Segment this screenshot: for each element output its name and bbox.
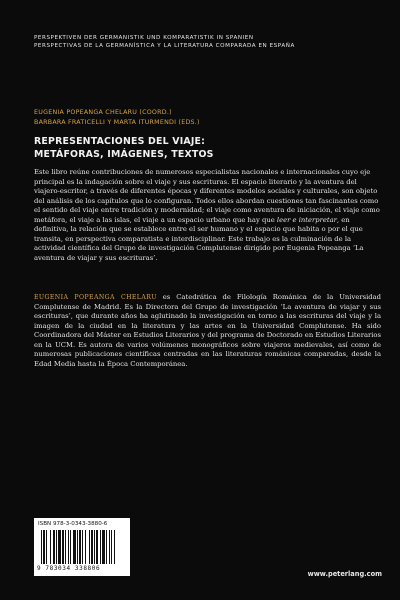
author-bio-text: es Catedrática de Filología Románica de la Universidad Complutense de Madrid. Es la Directora del Grupo de investigación ‘La aventura de viajar y sus escrituras’, que durante años ha aglutinado la investigación en torno a las escrituras del viaje y la imagen de la ciudad en la literatura y las artes en la Universidad Complutense. Ha sido Coordinadora del Máster en Estudios Literarios y del programa de Doctorado en Estudios Literarios en la UCM. Es autora de varios volúmenes monográficos sobre viajeros medievales, así como de numerosas publicaciones científicas centradas en las literaturas románicas comparadas, desde la Edad Media hasta la Época Contemporánea. <box>34 293 382 368</box>
barcode-bar <box>58 530 61 564</box>
barcode-bar <box>96 530 98 564</box>
isbn-barcode-block <box>34 518 130 576</box>
editors-line: BARBARA FRATICELLI Y MARTA ITURMENDI (EDS.) <box>34 118 200 126</box>
barcode-bar <box>94 530 95 564</box>
barcode-bar <box>82 530 83 564</box>
book-description <box>34 168 381 263</box>
series-title <box>34 34 379 51</box>
series-title-german: PERSPEKTIVEN DER GERMANISTIK UND KOMPARATISTIK IN SPANIEN <box>34 35 254 41</box>
barcode-bar <box>46 530 47 564</box>
barcode-bar <box>85 530 86 564</box>
barcode-bar <box>79 530 81 564</box>
barcode-bar <box>43 530 45 564</box>
barcode-bar <box>100 530 101 564</box>
barcode-bar <box>62 530 64 564</box>
description-text-2: , en definitiva, la relación que se establece entre el ser humano y el espacio que habita o por el que transita, en perspectiva comparatista e interdisciplinar. Este trabajo es la culminación de la actividad científica del Grupo de investigación Complutense dirigido por Eugenia Popeanga ‘La aventura de viajar y sus escrituras’. <box>34 215 364 262</box>
barcode-digits: 9 783034 338806 <box>37 565 101 572</box>
barcode-bar <box>70 530 71 564</box>
isbn-label: ISBN 978-3-0343-3880-6 <box>38 521 108 527</box>
barcode <box>41 530 125 564</box>
publisher-website: www.peterlang.com <box>307 570 382 578</box>
coordinator-line: EUGENIA POPEANGA CHELARU (COORD.) <box>34 109 172 116</box>
series-title-spanish: PERSPECTIVAS DE LA GERMANÍSTICA Y LA LITERATURA COMPARADA EN ESPAÑA <box>34 43 295 50</box>
barcode-bar <box>106 530 107 564</box>
barcode-bar <box>65 530 66 564</box>
barcode-bar <box>109 530 110 564</box>
barcode-bar <box>102 530 105 564</box>
description-italic: leer e interpretar <box>276 215 337 224</box>
barcode-bar <box>41 530 42 564</box>
barcode-bar <box>77 530 78 564</box>
barcode-bar <box>114 530 115 564</box>
barcode-bar <box>111 530 112 564</box>
book-title-line-2: METÁFORAS, IMÁGENES, TEXTOS <box>34 148 214 160</box>
barcode-bar <box>53 530 55 564</box>
book-title <box>34 136 379 161</box>
barcode-bar <box>56 530 57 564</box>
barcode-bar <box>89 530 90 564</box>
barcode-bar <box>73 530 76 564</box>
barcode-bar <box>68 530 69 564</box>
barcode-bar <box>91 530 93 564</box>
author-name: EUGENIA POPEANGA CHELARU <box>34 294 157 301</box>
book-title-line-1: REPRESENTACIONES DEL VIAJE: <box>34 136 206 147</box>
description-text-1: Este libro reúne contribuciones de numerosos especialistas nacionales e internacionales cuyo eje principal es la indagación sobre el viaje y sus escrituras. El espacio literario y la aventura del viajero-escritor, a través de diferentes épocas y diferentes modelos sociales y culturales, son objeto del análisis de los capítulos que lo configuran. Todos ellos abordan cuestiones tan fascinantes como el sentido del viaje entre tradición y modernidad; el viaje como aventura de iniciación, el viaje como metáfora, el viaje a las islas, el viaje a un espacio urbano que hay que <box>34 168 380 224</box>
author-bio <box>34 293 381 369</box>
barcode-bar <box>50 530 51 564</box>
editors <box>34 108 379 127</box>
